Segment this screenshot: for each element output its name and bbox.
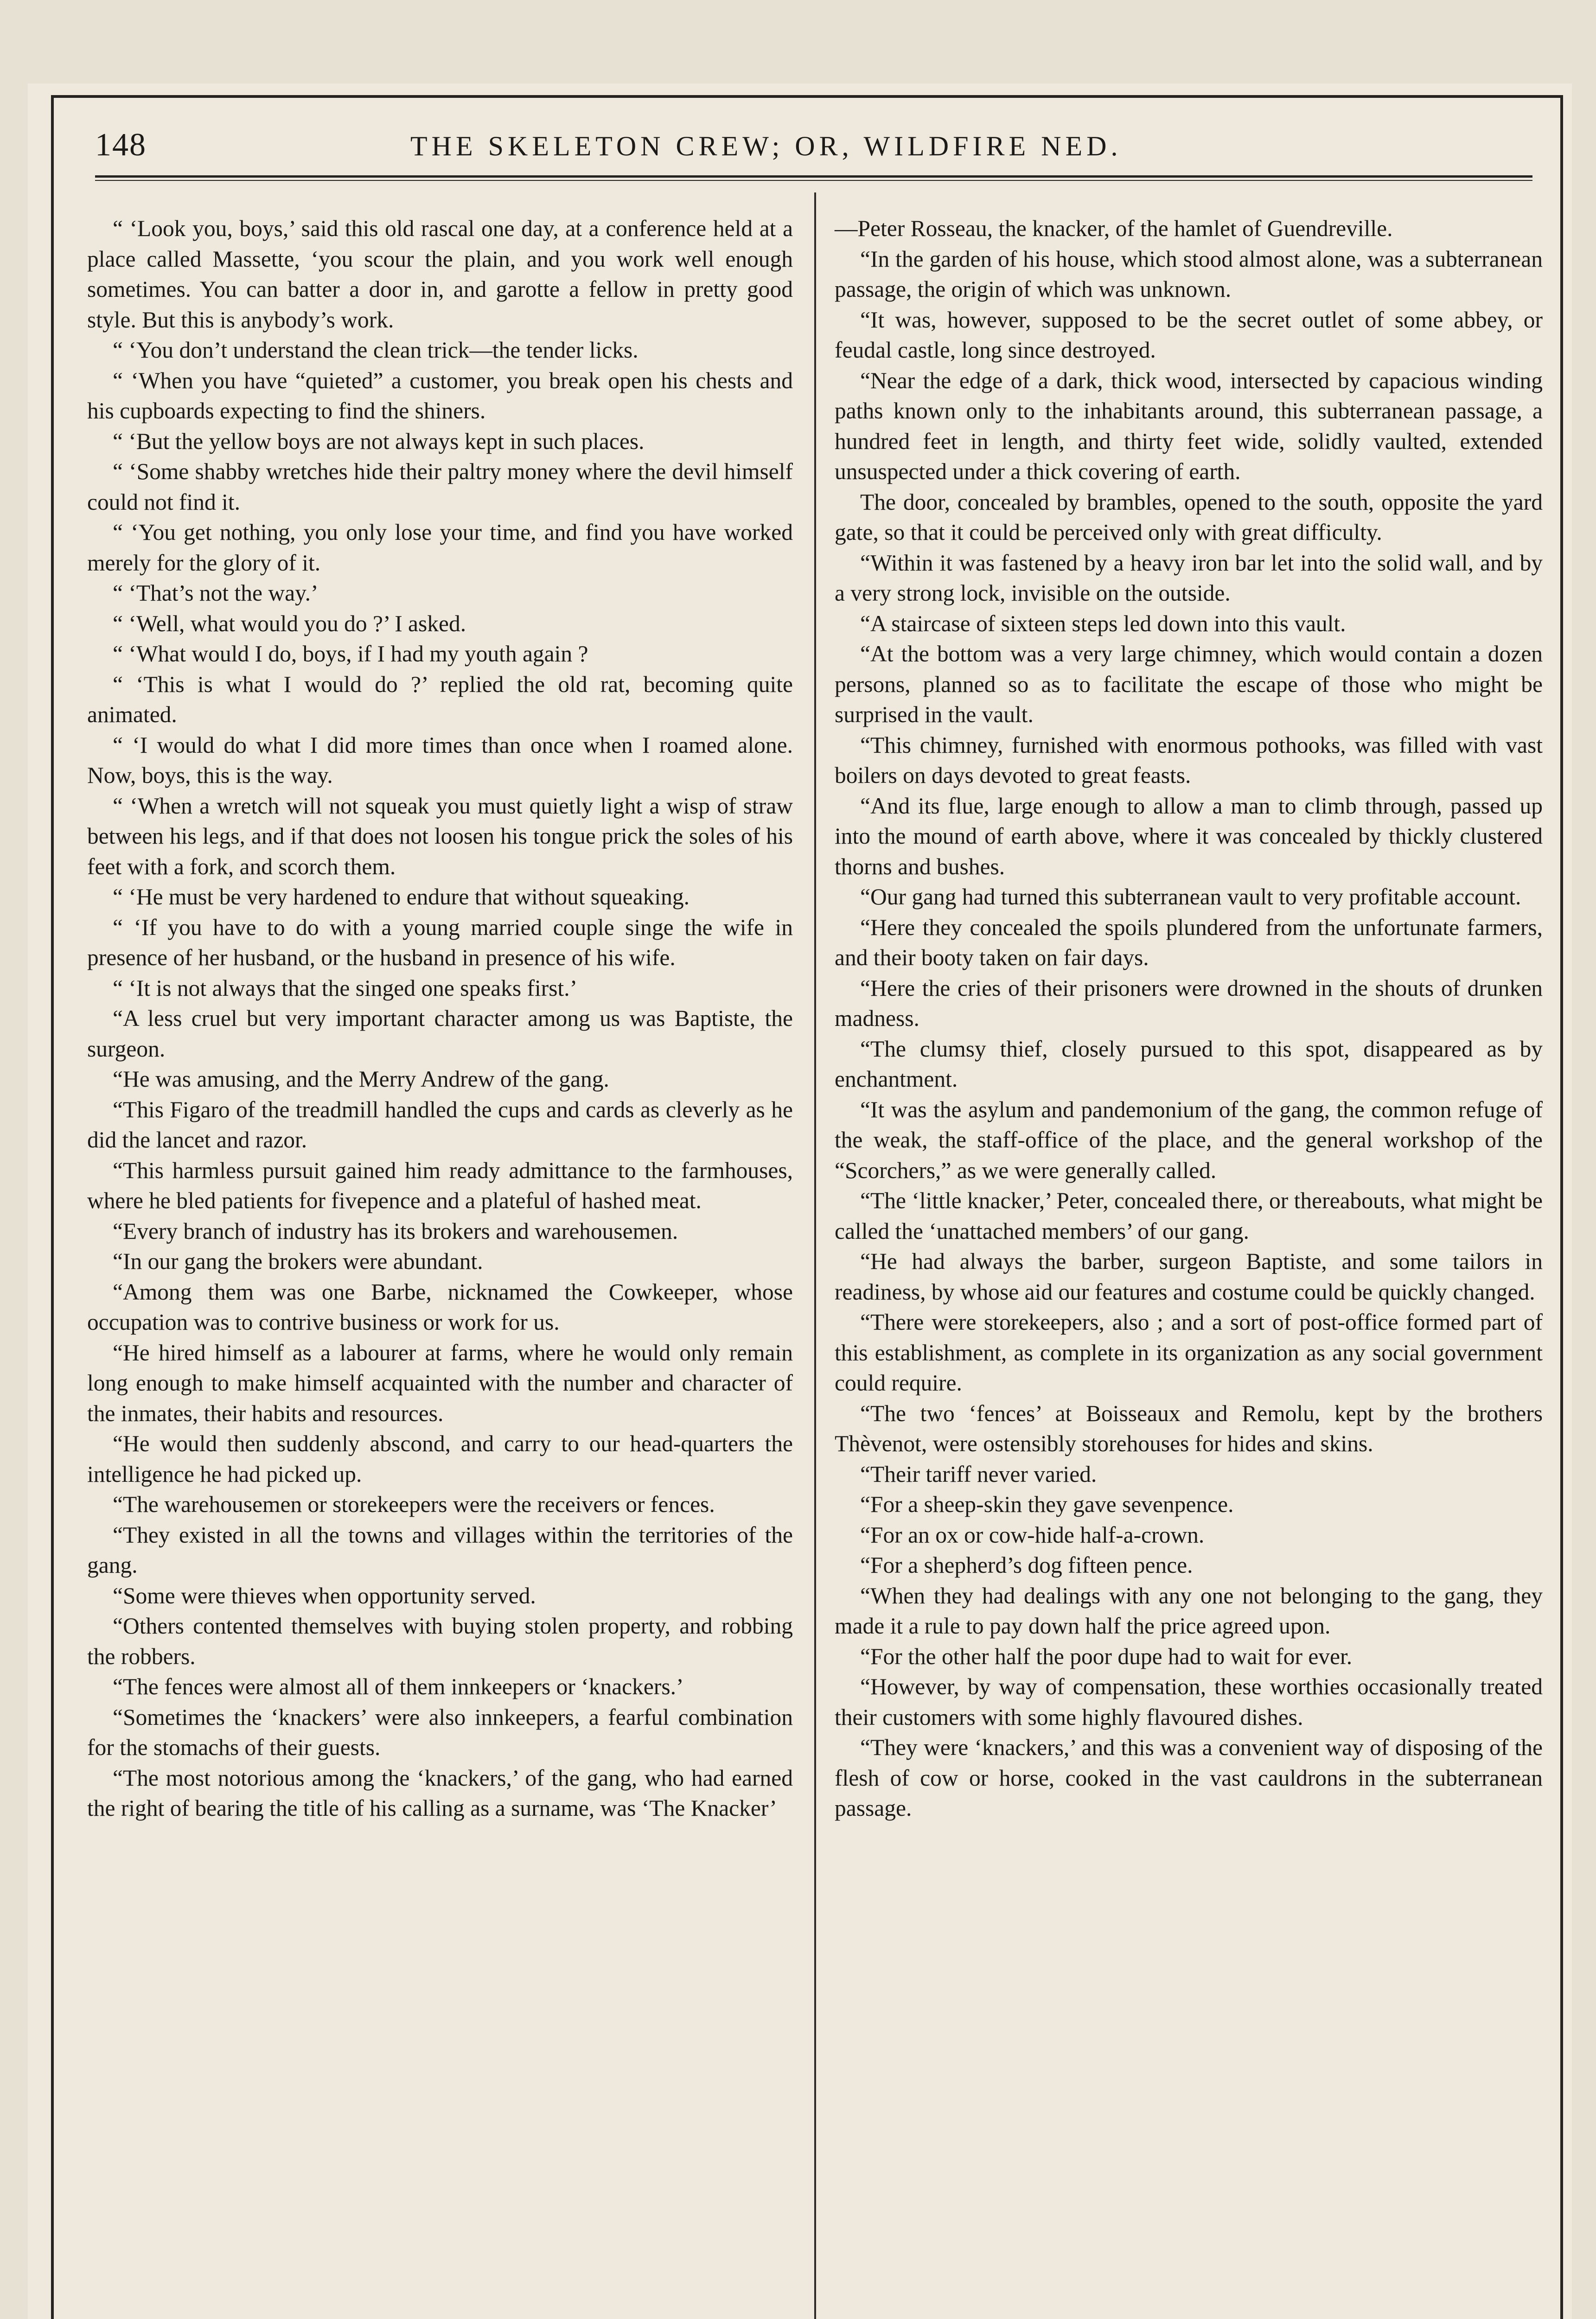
paragraph: “Sometimes the ‘knackers’ were also innkeepers, a fearful combination for the stomachs of their guests. [87, 1704, 793, 1760]
paragraph: “Our gang had turned this subterranean vault to very profitable account. [860, 884, 1521, 910]
paragraph: “However, by way of compensation, these worthies occasionally treated their customers with some highly flavoured dishes. [835, 1674, 1543, 1730]
paragraph: “They were ‘knackers,’ and this was a convenient way of disposing of the flesh of cow or horse, cooked in the vast cauldrons in the subterranean passage. [835, 1735, 1543, 1821]
paragraph: “ ‘What would I do, boys, if I had my youth again ? [113, 641, 588, 666]
paragraph: “There were storekeepers, also ; and a sort of post-office formed part of this establishment, as complete in its organization as any social government could require. [835, 1309, 1543, 1396]
paragraph: “ ‘It is not always that the singed one speaks first.’ [113, 975, 578, 1001]
paragraph: “ ‘I would do what I did more times than once when I roamed alone. Now, boys, this is the way. [87, 732, 793, 788]
paragraph: “And its flue, large enough to allow a man to climb through, passed up into the mound of earth above, where it was concealed by thickly clustered thorns and bushes. [835, 793, 1543, 879]
paragraph: “They existed in all the towns and villages within the territories of the gang. [87, 1522, 793, 1578]
paragraph: “At the bottom was a very large chimney, which would contain a dozen persons, planned so as to facilitate the escape of those who might be surprised in the vault. [835, 641, 1543, 727]
paragraph: “Within it was fastened by a heavy iron bar let into the solid wall, and by a very strong lock, invisible on the outside. [835, 550, 1543, 606]
paragraph: “ ‘But the yellow boys are not always kept in such places. [113, 428, 645, 454]
paragraph: “The clumsy thief, closely pursued to this spot, disappeared as by enchantment. [835, 1036, 1543, 1092]
paragraph: “In our gang the brokers were abundant. [113, 1249, 483, 1274]
column-divider [814, 192, 816, 2319]
paragraph: “This chimney, furnished with enormous pothooks, was filled with vast boilers on days devoted to great feasts. [835, 732, 1543, 788]
paragraph: “ ‘This is what I would do ?’ replied the old rat, becoming quite animated. [87, 671, 793, 727]
paragraph: “For a sheep-skin they gave sevenpence. [860, 1492, 1234, 1517]
paragraph: “ ‘Well, what would you do ?’ I asked. [113, 610, 466, 636]
frame-right-rule [1560, 95, 1563, 2319]
paragraph: “Near the edge of a dark, thick wood, intersected by capacious winding paths known only to the inhabitants around, this subterranean passage, a hundred feet in length, and thirty feet wide, solidly vaulted, extended unsuspected under a thick covering of earth. [835, 367, 1543, 484]
paragraph: “He would then suddenly abscond, and carry to our head-quarters the intelligence he had picked up. [87, 1431, 793, 1487]
left-column [87, 213, 793, 1824]
paragraph: “Here they concealed the spoils plundered from the unfortunate farmers, and their booty taken on fair days. [835, 914, 1543, 970]
paragraph: “When they had dealings with any one not belonging to the gang, they made it a rule to pay down half the price agreed upon. [835, 1582, 1543, 1639]
page-header [95, 118, 1532, 174]
paragraph: “It was the asylum and pandemonium of the gang, the common refuge of the weak, the staff-office of the place, and the general workshop of the “Scorchers,” as we were generally called. [835, 1096, 1543, 1183]
frame-top-rule [51, 95, 1563, 98]
paragraph: “For a shepherd’s dog fifteen pence. [860, 1552, 1193, 1578]
paragraph: “Some were thieves when opportunity served. [113, 1582, 536, 1608]
header-rule-thin [95, 180, 1532, 181]
paragraph: “The warehousemen or storekeepers were the receivers or fences. [113, 1492, 715, 1517]
paragraph: “ ‘You don’t understand the clean trick—the tender licks. [113, 337, 638, 363]
paragraph: “ ‘If you have to do with a young married couple singe the wife in presence of her husband, or the husband in presence of his wife. [87, 914, 793, 970]
frame-left-rule [51, 95, 54, 2319]
paragraph: “ ‘Look you, boys,’ said this old rascal one day, at a conference held at a place called Massette, ‘you scour the plain, and you work well enough sometimes. You can batter a door in, and garotte a fellow in pretty good style. But this is anybody’s work. [87, 216, 793, 333]
paragraph: “He was amusing, and the Merry Andrew of the gang. [113, 1066, 609, 1092]
paragraph: “A staircase of sixteen steps led down into this vault. [860, 610, 1346, 636]
paragraph: —Peter Rosseau, the knacker, of the hamlet of Guendreville. [835, 216, 1393, 241]
right-column [835, 213, 1543, 1824]
paragraph: “For the other half the poor dupe had to wait for ever. [860, 1643, 1353, 1669]
paragraph: “Every branch of industry has its brokers and warehousemen. [113, 1218, 678, 1244]
page-number: 148 [95, 127, 147, 163]
paragraph: “The two ‘fences’ at Boisseaux and Remolu, kept by the brothers Thèvenot, were ostensibly storehouses for hides and skins. [835, 1400, 1543, 1456]
running-title: THE SKELETON CREW; OR, WILDFIRE NED. [410, 131, 1122, 161]
paragraph: “The fences were almost all of them innkeepers or ‘knackers.’ [113, 1674, 684, 1699]
paragraph: “The ‘little knacker,’ Peter, concealed there, or thereabouts, what might be called the ‘unattached members’ of our gang. [835, 1188, 1543, 1244]
header-rule [95, 175, 1532, 178]
paragraph: “This harmless pursuit gained him ready admittance to the farmhouses, where he bled patients for fivepence and a plateful of hashed meat. [87, 1157, 793, 1213]
paragraph: “This Figaro of the treadmill handled the cups and cards as cleverly as he did the lancet and razor. [87, 1096, 793, 1153]
paragraph: The door, concealed by brambles, opened to the south, opposite the yard gate, so that it could be perceived only with great difficulty. [835, 489, 1543, 545]
paragraph: “In the garden of his house, which stood almost alone, was a subterranean passage, the origin of which was unknown. [835, 246, 1543, 302]
paragraph: “A less cruel but very important character among us was Baptiste, the surgeon. [87, 1006, 793, 1062]
paragraph: “ ‘When a wretch will not squeak you must quietly light a wisp of straw between his legs, and if that does not loosen his tongue prick the soles of his feet with a fork, and scorch them. [87, 793, 793, 879]
paragraph: “It was, however, supposed to be the secret outlet of some abbey, or feudal castle, long since destroyed. [835, 307, 1543, 363]
paragraph: “ ‘You get nothing, you only lose your time, and find you have worked merely for the glory of it. [87, 519, 793, 576]
paragraph: “He hired himself as a labourer at farms, where he would only remain long enough to make himself acquainted with the number and character of the inmates, their habits and resources. [87, 1339, 793, 1426]
paragraph: “Among them was one Barbe, nicknamed the Cowkeeper, whose occupation was to contrive business or work for us. [87, 1279, 793, 1335]
paragraph: “ ‘He must be very hardened to endure that without squeaking. [113, 884, 690, 910]
paragraph: “Others contented themselves with buying stolen property, and robbing the robbers. [87, 1613, 793, 1669]
paragraph: “He had always the barber, surgeon Baptiste, and some tailors in readiness, by whose aid our features and costume could be quickly changed. [835, 1249, 1543, 1305]
paragraph: “Their tariff never varied. [860, 1461, 1097, 1487]
paragraph: “Here the cries of their prisoners were drowned in the shouts of drunken madness. [835, 975, 1543, 1031]
paragraph: “ ‘Some shabby wretches hide their paltry money where the devil himself could not find it. [87, 459, 793, 515]
paragraph: “For an ox or cow-hide half-a-crown. [860, 1522, 1205, 1548]
paragraph: “The most notorious among the ‘knackers,’ of the gang, who had earned the right of bearing the title of his calling as a surname, was ‘The Knacker’ [87, 1765, 793, 1821]
paragraph: “ ‘That’s not the way.’ [113, 580, 319, 606]
paragraph: “ ‘When you have “quieted” a customer, you break open his chests and his cupboards expecting to find the shiners. [87, 367, 793, 423]
